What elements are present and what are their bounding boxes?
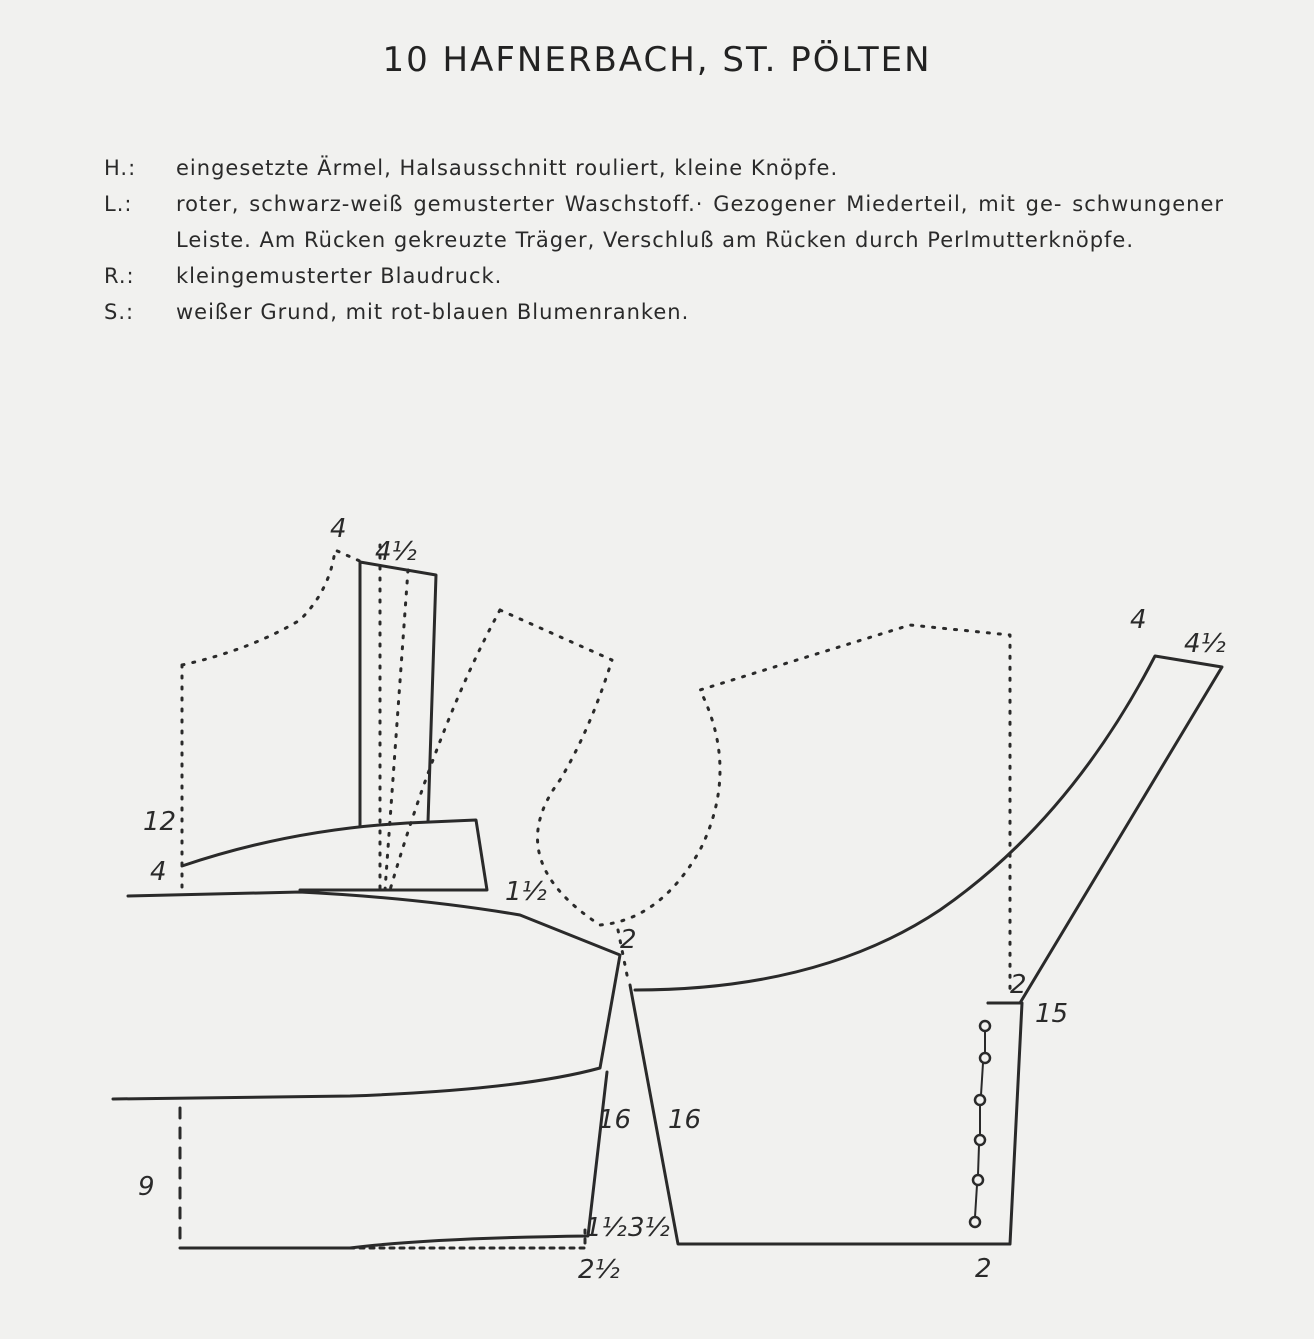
- button-icon: [980, 1021, 990, 1031]
- entry-text: weißer Grund, mit rot-blauen Blumenranken.: [176, 300, 690, 324]
- button-icon: [975, 1135, 985, 1145]
- label-2-bottom-right: 2: [975, 1254, 992, 1284]
- label-15: 15: [1035, 999, 1069, 1029]
- button-icon: [970, 1217, 980, 1227]
- sleeve-outline: [182, 550, 362, 895]
- entry-text: roter, schwarz-weiß gemusterter Waschstoff.· Gezogener Miederteil, mit ge- schwungener Leiste. Am Rücken gekreuzte Träger, Verschluß am Rücken durch Perlmutterknöpfe.: [176, 192, 1224, 252]
- button-icon: [973, 1175, 983, 1185]
- entry-key: R.:: [104, 264, 135, 288]
- front-bodice: [113, 892, 620, 1099]
- label-4-side: 4: [150, 857, 167, 887]
- label-1half-bottom: 1½: [585, 1213, 627, 1243]
- button-icon: [980, 1053, 990, 1063]
- label-16-right: 16: [668, 1105, 702, 1135]
- label-4half-top-right: 4½: [1184, 629, 1226, 659]
- entry-key: S.:: [104, 300, 135, 324]
- button-row: [970, 1021, 990, 1227]
- label-4half-top-left: 4½: [375, 537, 417, 567]
- entry-key: H.:: [104, 156, 137, 180]
- entry-text: eingesetzte Ärmel, Halsausschnitt rouliert, kleine Knöpfe.: [176, 156, 839, 180]
- label-2half-bottom: 2½: [578, 1255, 620, 1285]
- label-3half-bottom: 3½: [628, 1213, 670, 1243]
- entry-key: L.:: [104, 192, 133, 216]
- label-1half-mid: 1½: [505, 877, 547, 907]
- entry-text: kleingemusterter Blaudruck.: [176, 264, 503, 288]
- label-4-top-right: 4: [1130, 605, 1147, 635]
- button-icon: [975, 1095, 985, 1105]
- sleeve-inner-dotted: [390, 610, 500, 890]
- label-16-left: 16: [598, 1105, 632, 1135]
- label-12: 12: [143, 807, 177, 837]
- cuff-piece: [182, 820, 487, 890]
- label-9: 9: [138, 1172, 155, 1202]
- label-2-mid: 2: [620, 925, 637, 955]
- label-4-top-left: 4: [330, 514, 347, 544]
- label-2-right: 2: [1010, 970, 1027, 1000]
- page-title: 10 HAFNERBACH, ST. PÖLTEN: [382, 40, 932, 80]
- strap-dotted: [380, 545, 408, 890]
- upper-strap: [360, 562, 436, 826]
- sleeve-cap-dotted: [500, 610, 1010, 990]
- back-bodice: [635, 656, 1222, 1003]
